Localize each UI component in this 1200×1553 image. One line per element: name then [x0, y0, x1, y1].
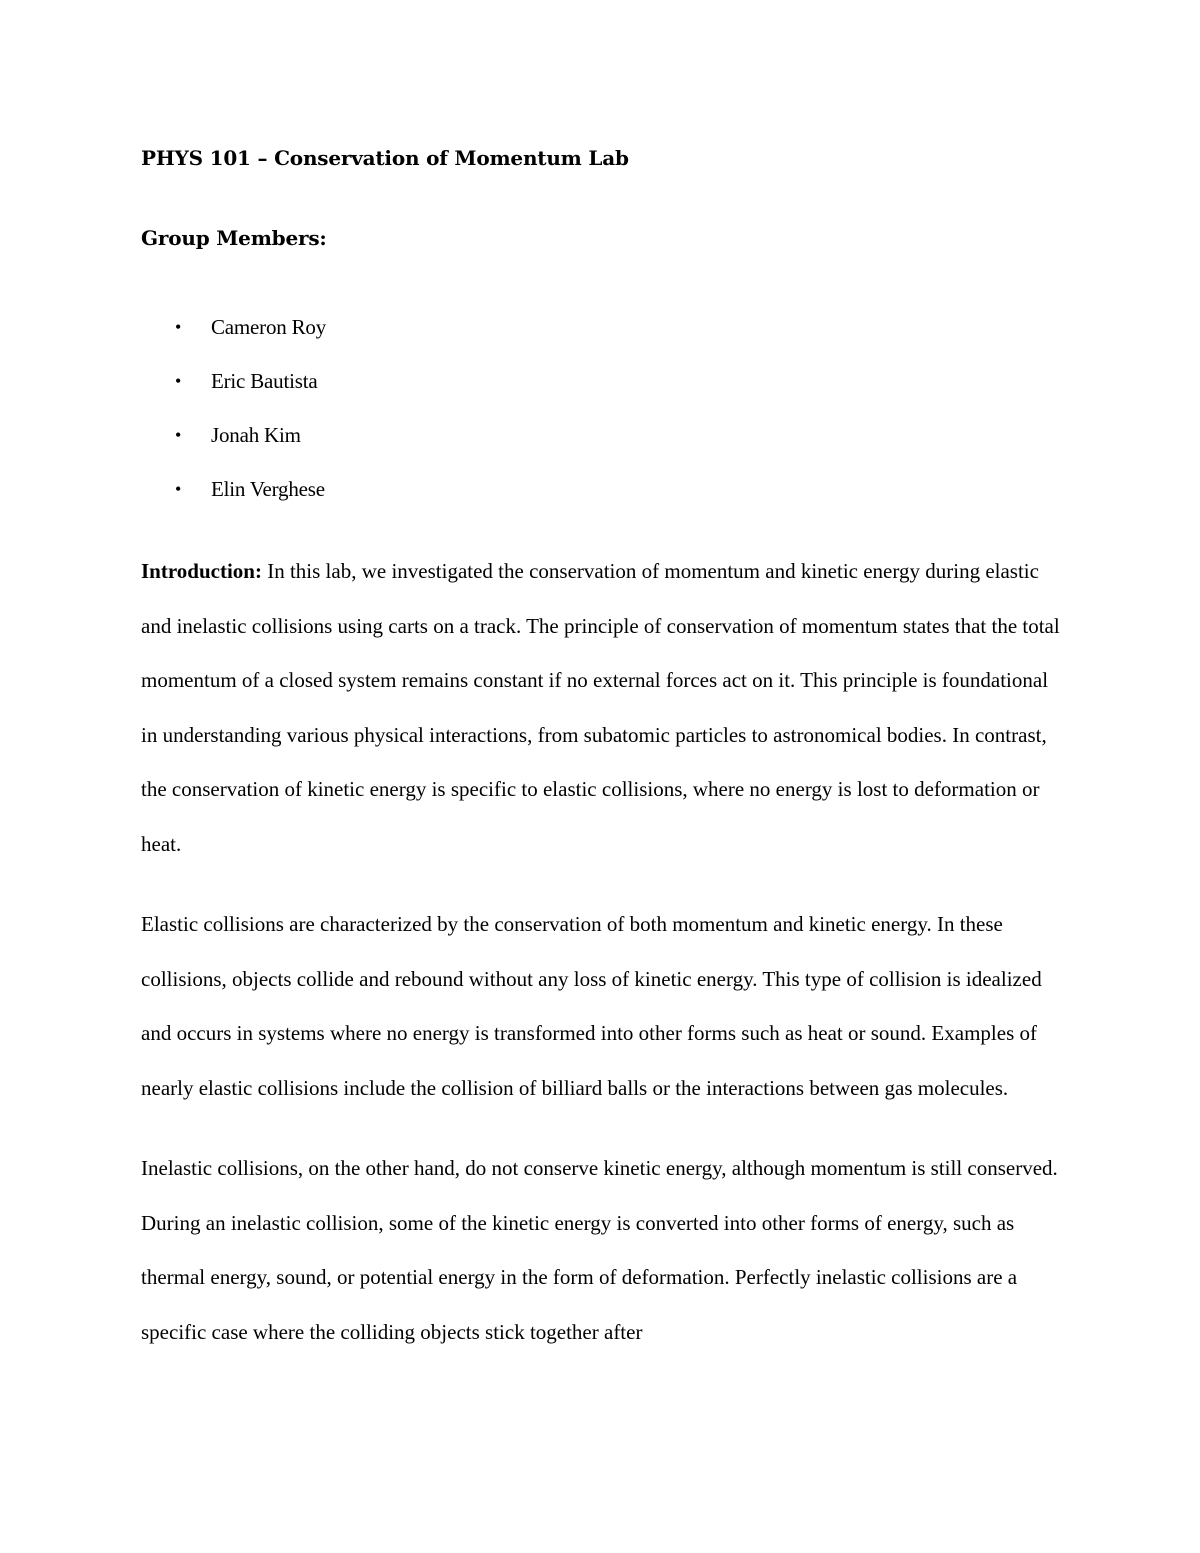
introduction-label: Introduction: — [141, 559, 262, 583]
bullet-icon: • — [175, 317, 182, 337]
document-body — [141, 140, 1061, 1359]
group-members-list — [141, 300, 1061, 516]
inelastic-collisions-paragraph: Inelastic collisions, on the other hand, do not conserve kinetic energy, although momentum is still conserved. During an inelastic collision, some of the kinetic energy is converted into other forms of energy, such as thermal energy, sound, or potential energy in the form of deformation. Perfectly inelastic collisions are a specific case where the colliding objects stick together after — [141, 1156, 1058, 1344]
introduction-paragraph — [141, 544, 1061, 871]
member-name: Cameron Roy — [211, 315, 327, 339]
group-members-heading: Group Members: — [141, 226, 327, 250]
list-item — [141, 300, 1061, 354]
member-name: Elin Verghese — [211, 477, 325, 501]
list-item — [141, 462, 1061, 516]
list-item — [141, 408, 1061, 462]
document-title: PHYS 101 – Conservation of Momentum Lab — [141, 146, 629, 170]
bullet-icon: • — [175, 425, 182, 445]
list-item — [141, 354, 1061, 408]
bullet-icon: • — [175, 371, 182, 391]
member-name: Jonah Kim — [211, 423, 301, 447]
introduction-text: In this lab, we investigated the conservation of momentum and kinetic energy during elastic and inelastic collisions using carts on a track. The principle of conservation of momentum states that the total momentum of a closed system remains constant if no external forces act on it. This principle is foundational in understanding various physical interactions, from subatomic particles to astronomical bodies. In contrast, the conservation of kinetic energy is specific to elastic collisions, where no energy is lost to deformation or heat. — [141, 559, 1060, 856]
elastic-collisions-paragraph: Elastic collisions are characterized by the conservation of both momentum and kinetic energy. In these collisions, objects collide and rebound without any loss of kinetic energy. This type of collision is idealized and occurs in systems where no energy is transformed into other forms such as heat or sound. Examples of nearly elastic collisions include the collision of billiard balls or the interactions between gas molecules. — [141, 912, 1042, 1100]
member-name: Eric Bautista — [211, 369, 318, 393]
bullet-icon: • — [175, 479, 182, 499]
